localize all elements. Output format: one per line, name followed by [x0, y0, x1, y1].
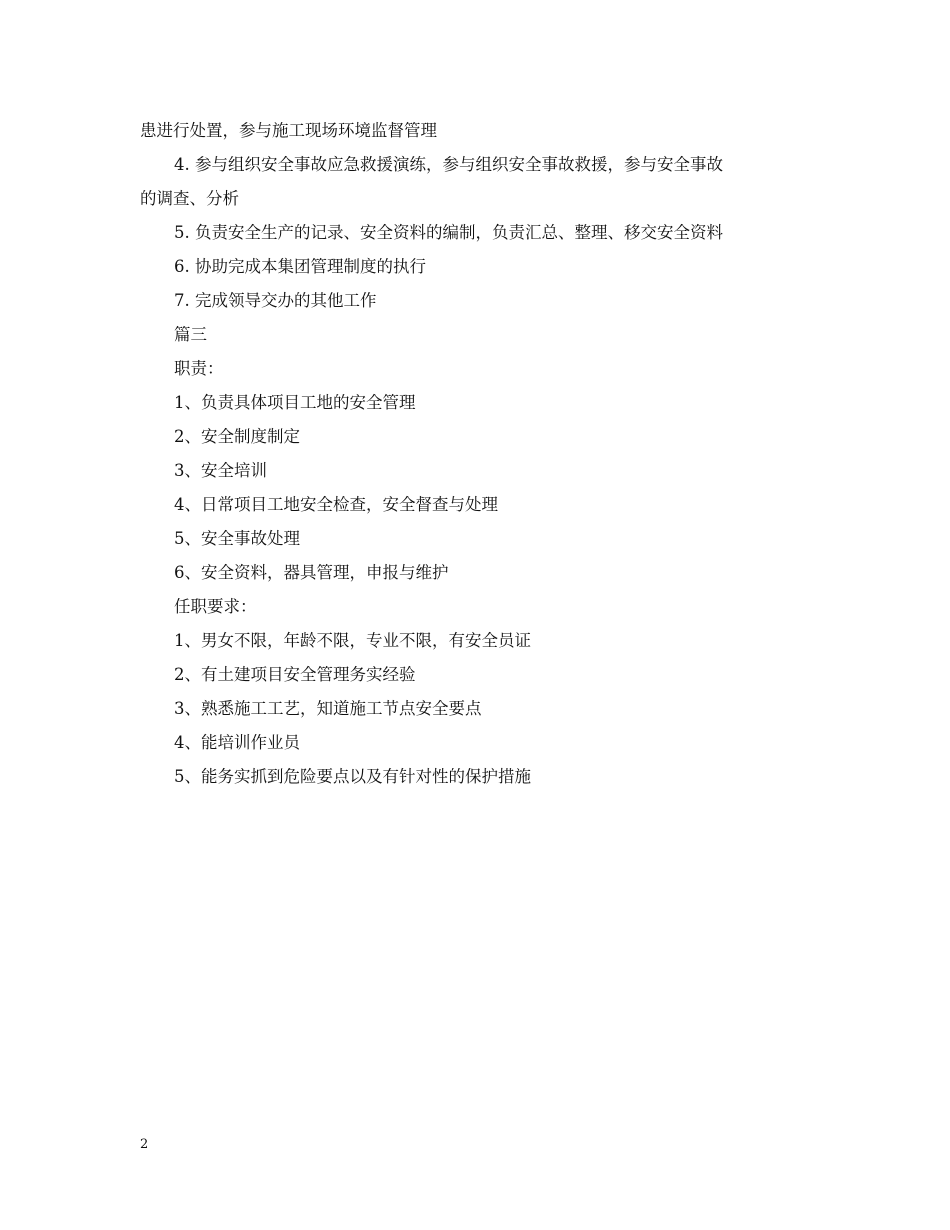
requirement-item: 2、有土建项目安全管理务实经验: [174, 665, 416, 684]
list-item-4: 4. 参与组织安全事故应急救援演练，参与组织安全事故救援，参与安全事故: [174, 155, 723, 174]
text-line: 患进行处置，参与施工现场环境监督管理: [140, 121, 437, 140]
list-item-7: 7. 完成领导交办的其他工作: [174, 291, 377, 310]
duty-item: 6、安全资料，器具管理，申报与维护: [174, 563, 449, 582]
duty-item: 1、负责具体项目工地的安全管理: [174, 393, 416, 412]
requirement-item: 5、能务实抓到危险要点以及有针对性的保护措施: [174, 767, 531, 786]
subsection-heading-requirements: 任职要求：: [174, 597, 257, 616]
list-item-6: 6. 协助完成本集团管理制度的执行: [174, 257, 426, 276]
duty-item: 4、日常项目工地安全检查，安全督查与处理: [174, 495, 498, 514]
requirement-item: 3、熟悉施工工艺，知道施工节点安全要点: [174, 699, 482, 718]
duty-item: 3、安全培训: [174, 461, 267, 480]
duty-item: 5、安全事故处理: [174, 529, 300, 548]
text-line-continuation: 的调查、分析: [140, 189, 239, 208]
requirement-item: 4、能培训作业员: [174, 733, 300, 752]
subsection-heading-duties: 职责：: [174, 359, 224, 378]
page-number: 2: [140, 1137, 149, 1152]
duty-item: 2、安全制度制定: [174, 427, 300, 446]
section-heading: 篇三: [174, 325, 207, 344]
list-item-5: 5. 负责安全生产的记录、安全资料的编制，负责汇总、整理、移交安全资料: [174, 223, 723, 242]
requirement-item: 1、男女不限，年龄不限，专业不限，有安全员证: [174, 631, 531, 650]
document-body: [140, 114, 820, 794]
